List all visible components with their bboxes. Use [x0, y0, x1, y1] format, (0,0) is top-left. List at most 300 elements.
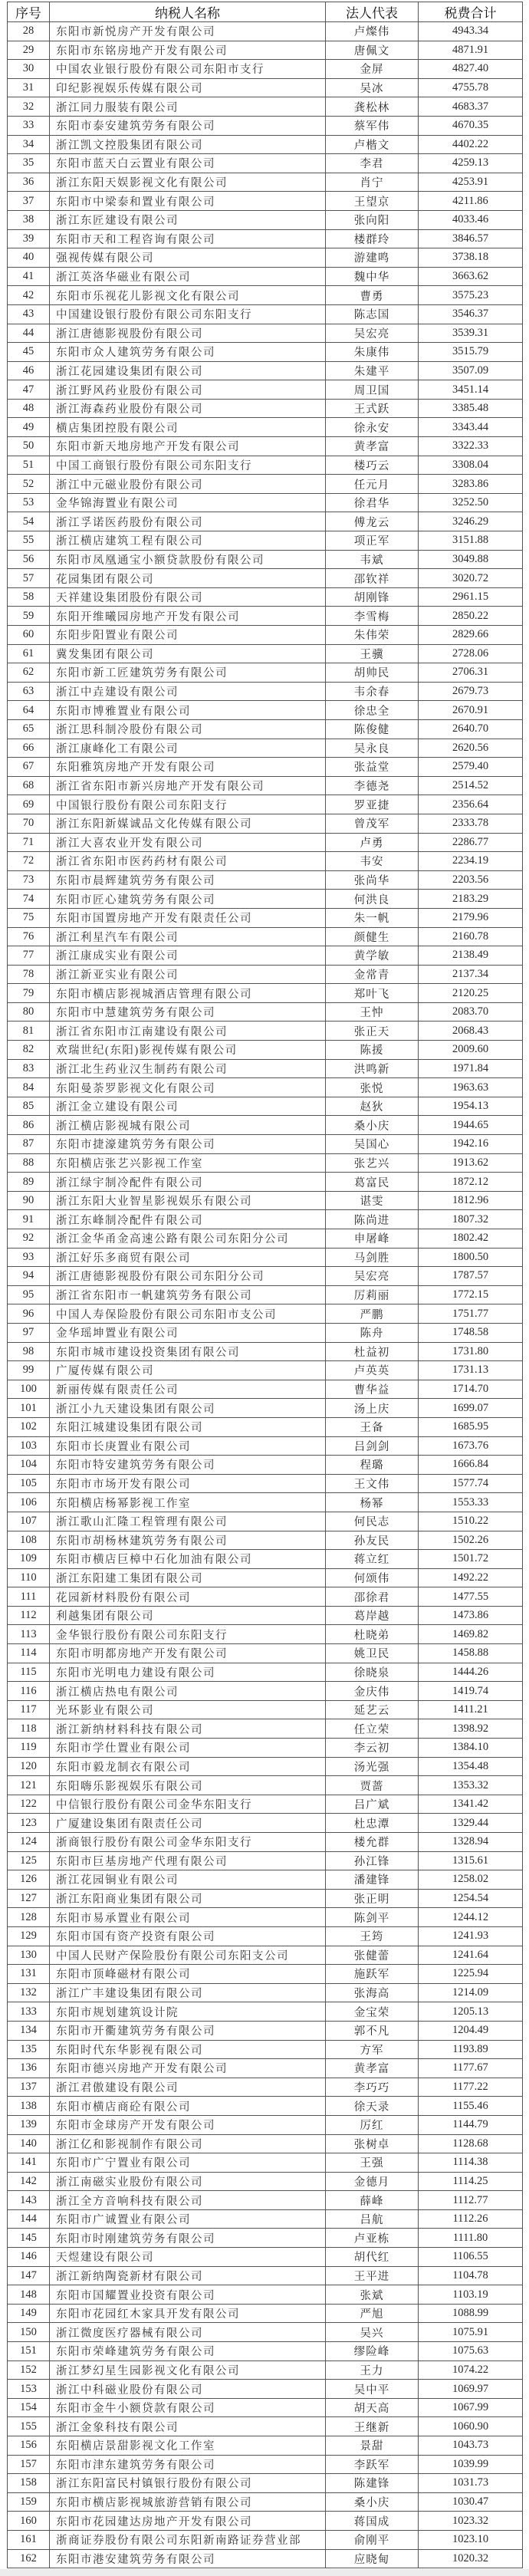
- legal-rep: 李跃军: [326, 2455, 419, 2474]
- table-row: [8, 2323, 523, 2342]
- table-row: [8, 512, 523, 531]
- legal-rep: 张益堂: [326, 758, 419, 777]
- row-seq: 123: [8, 1814, 50, 1833]
- row-seq: 129: [8, 1926, 50, 1946]
- legal-rep: 胡刚锋: [326, 587, 419, 607]
- legal-rep: 王忡: [326, 1002, 419, 1022]
- tax-total: 4827.40: [419, 60, 523, 79]
- taxpayer-name: 东阳市横店影视城旅游营销有限公司: [50, 2492, 326, 2512]
- row-seq: 28: [8, 22, 50, 41]
- table-row: [8, 456, 523, 475]
- taxpayer-name: 东阳市泰安建筑劳务有限公司: [50, 116, 326, 135]
- legal-rep: 徐天录: [326, 2097, 419, 2116]
- row-seq: 60: [8, 626, 50, 645]
- legal-rep: 杜忠潭: [326, 1814, 419, 1833]
- tax-total: 1444.26: [419, 1663, 523, 1682]
- tax-total: 1020.32: [419, 2549, 523, 2568]
- row-seq: 147: [8, 2266, 50, 2285]
- row-seq: 73: [8, 870, 50, 890]
- tax-total: 4259.13: [419, 154, 523, 173]
- tax-total: 1942.16: [419, 1135, 523, 1154]
- row-seq: 121: [8, 1776, 50, 1795]
- legal-rep: 俞刚平: [326, 2530, 419, 2549]
- tax-total: 1751.77: [419, 1304, 523, 1324]
- tax-total: 1963.63: [419, 1078, 523, 1097]
- table-row: [8, 418, 523, 437]
- row-seq: 36: [8, 173, 50, 192]
- taxpayer-name: 东阳市时刚建筑劳务有限公司: [50, 2229, 326, 2248]
- legal-rep: 施跃军: [326, 1965, 419, 1984]
- row-seq: 69: [8, 795, 50, 814]
- row-seq: 112: [8, 1606, 50, 1625]
- tax-total: 1553.33: [419, 1493, 523, 1512]
- row-seq: 138: [8, 2097, 50, 2116]
- legal-rep: 任立荣: [326, 1719, 419, 1739]
- table-row: [8, 343, 523, 362]
- legal-rep: 蔡军伟: [326, 116, 419, 135]
- taxpayer-name: 东阳市晨辉建筑劳务有限公司: [50, 870, 326, 890]
- legal-rep: 胡代红: [326, 2248, 419, 2267]
- taxpayer-name: 东阳市规划建筑设计院: [50, 2002, 326, 2022]
- taxpayer-name: 东阳市天和工程咨询有限公司: [50, 229, 326, 248]
- row-seq: 153: [8, 2380, 50, 2399]
- taxpayer-name: 东阳横店景甜影视文化工作室: [50, 2436, 326, 2456]
- tax-total: 1112.77: [419, 2191, 523, 2210]
- tax-ranking-sheet: [7, 2, 522, 2568]
- taxpayer-name: 东阳市横店商砼有限公司: [50, 2097, 326, 2116]
- taxpayer-name: 东阳市巨基房地产代理有限公司: [50, 1851, 326, 1870]
- table-row: [8, 229, 523, 248]
- table-row: [8, 22, 523, 41]
- table-row: [8, 2285, 523, 2305]
- legal-rep: 唐佩文: [326, 41, 419, 60]
- table-row: [8, 1739, 523, 1758]
- row-seq: 90: [8, 1191, 50, 1210]
- table-row: [8, 795, 523, 814]
- legal-rep: 杨幂: [326, 1493, 419, 1512]
- legal-rep: 王继新: [326, 2417, 419, 2436]
- tax-total: 1177.67: [419, 2059, 523, 2078]
- taxpayer-name: 浙江大喜农业开发有限公司: [50, 833, 326, 852]
- row-seq: 48: [8, 399, 50, 418]
- table-row: [8, 2172, 523, 2191]
- row-seq: 126: [8, 1870, 50, 1890]
- legal-rep: 谌雯: [326, 1191, 419, 1210]
- table-row: [8, 1814, 523, 1833]
- legal-rep: 游建鸣: [326, 248, 419, 268]
- taxpayer-name: 浙江孚诺医药股份有限公司: [50, 512, 326, 531]
- table-row: [8, 267, 523, 286]
- row-seq: 40: [8, 248, 50, 268]
- row-seq: 114: [8, 1644, 50, 1663]
- legal-rep: 朱伟荣: [326, 626, 419, 645]
- row-seq: 161: [8, 2530, 50, 2549]
- legal-rep: 严旭: [326, 2304, 419, 2323]
- legal-rep: 赵狄: [326, 1097, 419, 1116]
- taxpayer-name: 天祥建设集团股份有限公司: [50, 587, 326, 607]
- legal-rep: 金庆伟: [326, 1682, 419, 1701]
- tax-total: 3507.09: [419, 361, 523, 380]
- taxpayer-name: 浙江唐德影视股份有限公司东阳分公司: [50, 1267, 326, 1286]
- row-seq: 145: [8, 2229, 50, 2248]
- row-seq: 95: [8, 1285, 50, 1304]
- row-seq: 76: [8, 927, 50, 946]
- table-row: [8, 248, 523, 268]
- table-row: [8, 1625, 523, 1644]
- tax-total: 1685.95: [419, 1417, 523, 1436]
- tax-total: 1492.22: [419, 1568, 523, 1587]
- row-seq: 108: [8, 1531, 50, 1550]
- legal-rep: 葛富民: [326, 1173, 419, 1192]
- tax-total: 1501.72: [419, 1550, 523, 1569]
- legal-rep: 张树卓: [326, 2134, 419, 2153]
- taxpayer-name: 强视传媒有限公司: [50, 248, 326, 268]
- row-seq: 53: [8, 493, 50, 512]
- taxpayer-name: 浙江中垚建设有限公司: [50, 682, 326, 701]
- taxpayer-name: 天煜建设有限公司: [50, 2248, 326, 2267]
- table-row: [8, 1229, 523, 1249]
- row-seq: 41: [8, 267, 50, 286]
- tax-total: 2137.34: [419, 965, 523, 984]
- tax-total: 1398.92: [419, 1719, 523, 1739]
- row-seq: 113: [8, 1625, 50, 1644]
- legal-rep: 王骥: [326, 644, 419, 663]
- tax-total: 3846.57: [419, 229, 523, 248]
- legal-rep: 楼群玲: [326, 229, 419, 248]
- row-seq: 71: [8, 833, 50, 852]
- table-row: [8, 2153, 523, 2173]
- row-seq: 93: [8, 1248, 50, 1267]
- table-row: [8, 833, 523, 852]
- table-row: [8, 1719, 523, 1739]
- legal-rep: 张向阳: [326, 210, 419, 229]
- taxpayer-name: 冀发集团有限公司: [50, 644, 326, 663]
- tax-total: 1477.55: [419, 1587, 523, 1607]
- tax-total: 3246.29: [419, 512, 523, 531]
- taxpayer-name: 浙江东阳新媒诚品文化传媒有限公司: [50, 814, 326, 833]
- legal-rep: 徐晓泉: [326, 1663, 419, 1682]
- row-seq: 137: [8, 2078, 50, 2097]
- tax-total: 2286.77: [419, 833, 523, 852]
- table-row: [8, 2398, 523, 2417]
- table-row: [8, 493, 523, 512]
- taxpayer-name: 浙商证券股份有限公司东阳新南路证券营业部: [50, 2530, 326, 2549]
- tax-total: 2009.60: [419, 1041, 523, 1060]
- taxpayer-name: 东阳市津东建筑劳务有限公司: [50, 2455, 326, 2474]
- row-seq: 132: [8, 1983, 50, 2002]
- legal-rep: 厉红: [326, 2115, 419, 2134]
- table-row: [8, 361, 523, 380]
- row-seq: 65: [8, 719, 50, 739]
- row-seq: 151: [8, 2342, 50, 2361]
- legal-rep: 吴宏亮: [326, 324, 419, 343]
- row-seq: 52: [8, 475, 50, 494]
- table-row: [8, 1210, 523, 1229]
- legal-rep: 申屠峰: [326, 1229, 419, 1249]
- legal-rep: 吴冰: [326, 78, 419, 97]
- taxpayer-name: 花园新材料股份有限公司: [50, 1587, 326, 1607]
- tax-total: 1023.32: [419, 2512, 523, 2531]
- tax-total: 1577.74: [419, 1474, 523, 1493]
- table-row: [8, 2492, 523, 2512]
- table-row: [8, 2134, 523, 2153]
- table-row: [8, 1926, 523, 1946]
- tax-total: 2670.91: [419, 701, 523, 720]
- taxpayer-name: 浙江金立建设有限公司: [50, 1097, 326, 1116]
- row-seq: 62: [8, 663, 50, 683]
- table-row: [8, 1417, 523, 1436]
- tax-total: 3322.33: [419, 437, 523, 456]
- taxpayer-name: 东阳江城建设集团有限公司: [50, 1417, 326, 1436]
- row-seq: 30: [8, 60, 50, 79]
- taxpayer-name: 东阳开维曦园房地产开发有限公司: [50, 607, 326, 626]
- taxpayer-name: 东阳市捷濠建筑劳务有限公司: [50, 1135, 326, 1154]
- legal-rep: 李雪梅: [326, 607, 419, 626]
- tax-total: 1510.22: [419, 1512, 523, 1531]
- table-body: [8, 22, 523, 2568]
- legal-rep: 张斌: [326, 2285, 419, 2305]
- table-row: [8, 569, 523, 588]
- legal-rep: 龚松林: [326, 97, 419, 117]
- row-seq: 85: [8, 1097, 50, 1116]
- legal-rep: 李云初: [326, 1739, 419, 1758]
- row-seq: 78: [8, 965, 50, 984]
- legal-rep: 汤上庆: [326, 1399, 419, 1418]
- row-seq: 44: [8, 324, 50, 343]
- tax-total: 4402.22: [419, 135, 523, 154]
- tax-total: 1039.99: [419, 2455, 523, 2474]
- table-row: [8, 1531, 523, 1550]
- legal-rep: 王平进: [326, 2266, 419, 2285]
- taxpayer-name: 浙江南磁实业股份有限公司: [50, 2172, 326, 2191]
- taxpayer-name: 广厦建设集团有限责任公司: [50, 1814, 326, 1833]
- table-row: [8, 1342, 523, 1361]
- table-row: [8, 1700, 523, 1719]
- row-seq: 98: [8, 1342, 50, 1361]
- tax-total: 1469.82: [419, 1625, 523, 1644]
- tax-total: 3283.86: [419, 475, 523, 494]
- taxpayer-name: 金华瑶坤置业有限公司: [50, 1323, 326, 1342]
- taxpayer-name: 东阳市顶峰磁材有限公司: [50, 1965, 326, 1984]
- legal-rep: 张正天: [326, 1022, 419, 1041]
- tax-total: 1128.68: [419, 2134, 523, 2153]
- legal-rep: 马剑胜: [326, 1248, 419, 1267]
- tax-total: 1114.25: [419, 2172, 523, 2191]
- table-row: [8, 1550, 523, 1569]
- table-row: [8, 1493, 523, 1512]
- tax-total: 2579.40: [419, 758, 523, 777]
- taxpayer-name: 浙江省东阳市新兴房地产开发有限公司: [50, 776, 326, 795]
- row-seq: 159: [8, 2492, 50, 2512]
- taxpayer-name: 金华银行股份有限公司东阳支行: [50, 1625, 326, 1644]
- tax-total: 1144.79: [419, 2115, 523, 2134]
- table-row: [8, 1946, 523, 1965]
- taxpayer-name: 东阳市学仕置业有限公司: [50, 1739, 326, 1758]
- legal-rep: 魏中华: [326, 267, 419, 286]
- taxpayer-name: 东阳市新工匠建筑劳务有限公司: [50, 663, 326, 683]
- taxpayer-name: 印纪影视娱乐传媒有限公司: [50, 78, 326, 97]
- taxpayer-name: 浙江中科磁业股份有限公司: [50, 2380, 326, 2399]
- legal-rep: 金屏: [326, 60, 419, 79]
- table-row: [8, 41, 523, 60]
- table-row: [8, 2361, 523, 2380]
- legal-rep: 曾茂军: [326, 814, 419, 833]
- legal-rep: 陈尚进: [326, 1210, 419, 1229]
- legal-rep: 任元月: [326, 475, 419, 494]
- table-row: [8, 1267, 523, 1286]
- taxpayer-name: 浙江全方音响科技有限公司: [50, 2191, 326, 2210]
- table-row: [8, 946, 523, 966]
- legal-rep: 金宝荣: [326, 2002, 419, 2022]
- table-row: [8, 1456, 523, 1475]
- tax-total: 3385.48: [419, 399, 523, 418]
- legal-rep: 何颂伟: [326, 1568, 419, 1587]
- table-row: [8, 682, 523, 701]
- legal-rep: 吴兴: [326, 2323, 419, 2342]
- table-row: [8, 2512, 523, 2531]
- tax-total: 2083.70: [419, 1002, 523, 1022]
- table-row: [8, 2266, 523, 2285]
- taxpayer-name: 东阳市博雅置业有限公司: [50, 701, 326, 720]
- row-seq: 29: [8, 41, 50, 60]
- taxpayer-name: 花园集团有限公司: [50, 569, 326, 588]
- tax-total: 3539.31: [419, 324, 523, 343]
- taxpayer-name: 浙江省东阳市江南建设有限公司: [50, 1022, 326, 1041]
- row-seq: 156: [8, 2436, 50, 2456]
- table-row: [8, 173, 523, 192]
- table-row: [8, 1851, 523, 1870]
- taxpayer-name: 东阳市城市建设投资集团有限公司: [50, 1342, 326, 1361]
- tax-total: 2356.64: [419, 795, 523, 814]
- row-seq: 130: [8, 1946, 50, 1965]
- tax-total: 1731.13: [419, 1361, 523, 1380]
- taxpayer-name: 东阳市横店巨樟中石化加油有限公司: [50, 1550, 326, 1569]
- taxpayer-name: 浙江凯文控股集团有限公司: [50, 135, 326, 154]
- row-seq: 120: [8, 1757, 50, 1776]
- table-row: [8, 2417, 523, 2436]
- taxpayer-name: 浙江康峰化工有限公司: [50, 739, 326, 758]
- row-seq: 75: [8, 908, 50, 927]
- table-row: [8, 2191, 523, 2210]
- legal-rep: 杜益初: [326, 1342, 419, 1361]
- legal-rep: 厉莉丽: [326, 1285, 419, 1304]
- legal-rep: 黄孝富: [326, 437, 419, 456]
- legal-rep: 吴国心: [326, 1135, 419, 1154]
- tax-total: 1800.50: [419, 1248, 523, 1267]
- table-row: [8, 2059, 523, 2078]
- tax-total: 2640.70: [419, 719, 523, 739]
- tax-total: 1241.64: [419, 1946, 523, 1965]
- legal-rep: 蒋国成: [326, 2512, 419, 2531]
- table-row: [8, 719, 523, 739]
- table-row: [8, 192, 523, 211]
- taxpayer-name: 东阳时代东华影视有限公司: [50, 2040, 326, 2059]
- taxpayer-name: 浙江东阳富民村镇银行股份有限公司: [50, 2474, 326, 2493]
- tax-total: 1225.94: [419, 1965, 523, 1984]
- taxpayer-name: 浙江英洛华磁业有限公司: [50, 267, 326, 286]
- taxpayer-name: 中国农业银行股份有限公司东阳市支行: [50, 60, 326, 79]
- header-taxpayer-name: 纳税人名称: [50, 2, 326, 22]
- row-seq: 64: [8, 701, 50, 720]
- header-seq: 序号: [8, 2, 50, 22]
- tax-total: 2068.43: [419, 1022, 523, 1041]
- tax-total: 1043.73: [419, 2436, 523, 2456]
- tax-total: 1473.86: [419, 1606, 523, 1625]
- tax-total: 1075.63: [419, 2342, 523, 2361]
- tax-total: 4871.91: [419, 41, 523, 60]
- legal-rep: 张尚华: [326, 870, 419, 890]
- row-seq: 141: [8, 2153, 50, 2173]
- taxpayer-name: 浙江歌山汇隆工程管理有限公司: [50, 1512, 326, 1531]
- taxpayer-name: 东阳市长庚置业有限公司: [50, 1436, 326, 1456]
- tax-total: 1944.65: [419, 1116, 523, 1135]
- taxpayer-name: 东阳市新天地房地产开发有限公司: [50, 437, 326, 456]
- legal-rep: 金常青: [326, 965, 419, 984]
- row-seq: 58: [8, 587, 50, 607]
- tax-total: 1112.26: [419, 2209, 523, 2229]
- table-row: [8, 2078, 523, 2097]
- legal-rep: 李君: [326, 154, 419, 173]
- legal-rep: 李德尧: [326, 776, 419, 795]
- taxpayer-name: 东阳市众人建筑劳务有限公司: [50, 343, 326, 362]
- tax-total: 1328.94: [419, 1833, 523, 1852]
- taxpayer-name: 浙江微度医疗器械有限公司: [50, 2323, 326, 2342]
- row-seq: 47: [8, 380, 50, 400]
- tax-total: 3151.88: [419, 531, 523, 551]
- tax-total: 1411.21: [419, 1700, 523, 1719]
- table-row: [8, 2097, 523, 2116]
- table-row: [8, 210, 523, 229]
- legal-rep: 陈援: [326, 1041, 419, 1060]
- taxpayer-name: 东阳市匠心建筑劳务有限公司: [50, 890, 326, 909]
- row-seq: 103: [8, 1436, 50, 1456]
- tax-total: 3546.37: [419, 304, 523, 324]
- row-seq: 33: [8, 116, 50, 135]
- legal-rep: 卢勇: [326, 833, 419, 852]
- row-seq: 63: [8, 682, 50, 701]
- row-seq: 160: [8, 2512, 50, 2531]
- legal-rep: 颜健生: [326, 927, 419, 946]
- table-row: [8, 814, 523, 833]
- row-seq: 39: [8, 229, 50, 248]
- row-seq: 97: [8, 1323, 50, 1342]
- taxpayer-name: 东阳市胡杨林建筑劳务有限公司: [50, 1531, 326, 1550]
- table-row: [8, 1323, 523, 1342]
- legal-rep: 金德月: [326, 2172, 419, 2191]
- row-seq: 91: [8, 1210, 50, 1229]
- row-seq: 45: [8, 343, 50, 362]
- row-seq: 116: [8, 1682, 50, 1701]
- table-row: [8, 304, 523, 324]
- legal-rep: 项正军: [326, 531, 419, 551]
- table-row: [8, 2248, 523, 2267]
- legal-rep: 韦安: [326, 852, 419, 871]
- tax-total: 4683.37: [419, 97, 523, 117]
- row-seq: 49: [8, 418, 50, 437]
- tax-total: 2829.66: [419, 626, 523, 645]
- tax-total: 4211.86: [419, 192, 523, 211]
- legal-rep: 王望京: [326, 192, 419, 211]
- legal-rep: 徐忠全: [326, 701, 419, 720]
- legal-rep: 曹华益: [326, 1380, 419, 1399]
- tax-total: 1714.70: [419, 1380, 523, 1399]
- tax-total: 2620.56: [419, 739, 523, 758]
- tax-total: 1155.46: [419, 2097, 523, 2116]
- taxpayer-name: 东阳市蓝天白云置业有限公司: [50, 154, 326, 173]
- table-row: [8, 1285, 523, 1304]
- tax-total: 3020.72: [419, 569, 523, 588]
- taxpayer-name: 横店集团控股有限公司: [50, 418, 326, 437]
